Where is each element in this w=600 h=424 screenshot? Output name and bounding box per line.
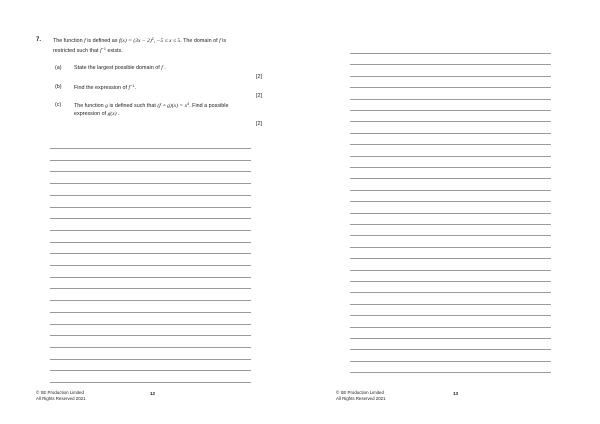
part-a-label: (a) [55,65,62,71]
answer-line[interactable] [350,270,551,271]
part-b-label: (b) [55,84,62,90]
page-number-left: 12 [150,391,156,396]
footer-left [36,390,86,402]
answer-line[interactable] [50,370,251,371]
answer-line[interactable] [50,359,251,360]
answer-line[interactable] [50,183,251,184]
right-page [300,0,600,424]
answer-line[interactable] [50,324,251,325]
part-a-marks: [2] [256,74,262,80]
answer-line[interactable] [350,304,551,305]
answer-line[interactable] [350,178,551,179]
answer-line[interactable] [50,230,251,231]
part-a-text: State the largest possible domain of f . [74,65,166,71]
answer-line[interactable] [50,277,251,278]
function-f: f [84,38,86,44]
answer-line[interactable] [350,99,551,100]
answer-line[interactable] [50,171,251,172]
footer-publisher: © SE Production Limited [336,390,384,395]
answer-line[interactable] [350,64,551,65]
answer-line[interactable] [350,258,551,259]
answer-line[interactable] [350,190,551,191]
domain-range: , −5 ≤ x ≤ 5 [153,38,181,44]
answer-line[interactable] [350,327,551,328]
answer-line[interactable] [350,349,551,350]
part-b-text: Find the expression of $f^{-1}$. [74,84,136,91]
answer-line[interactable] [350,133,551,134]
answer-line[interactable] [350,235,551,236]
answer-line[interactable] [50,382,251,383]
footer-rights: All Rights Reserved 2021 [36,396,86,401]
answer-line[interactable] [350,372,551,373]
answer-line[interactable] [350,201,551,202]
function-definition: f(x) = (3x − 2) [119,38,152,44]
answer-line[interactable] [50,300,251,301]
answer-line[interactable] [350,167,551,168]
answer-line[interactable] [350,110,551,111]
answer-line[interactable] [50,288,251,289]
answer-line[interactable] [50,253,251,254]
question-number: 7. [36,37,42,43]
part-b-marks: [2] [256,93,262,99]
question-stem-line-2: restricted such that $f^{-1}$ exists. [53,47,123,54]
footer-rights: All Rights Reserved 2021 [336,396,386,401]
part-c-marks: [2] [256,121,262,127]
composite-expression: (f ∘ g)(x) = x [157,103,188,109]
answer-line[interactable] [350,292,551,293]
answer-line[interactable] [350,338,551,339]
answer-line[interactable] [350,144,551,145]
answer-line[interactable] [50,265,251,266]
answer-line[interactable] [50,160,251,161]
page-number-right: 13 [453,391,459,396]
answer-line[interactable] [350,247,551,248]
answer-line[interactable] [50,347,251,348]
answer-line[interactable] [350,315,551,316]
answer-line[interactable] [350,87,551,88]
footer-publisher: © SE Production Limited [36,390,84,395]
question-stem-line-1: The function f is defined as $f(x) = (3x - 2)^2$, −5 ≤ x ≤ 5. The domain of f is [53,37,227,44]
part-c-label: (c) [55,102,62,108]
answer-line[interactable] [350,53,551,54]
answer-line[interactable] [50,218,251,219]
answer-line[interactable] [50,148,251,149]
answer-line[interactable] [350,281,551,282]
answer-line[interactable] [350,156,551,157]
answer-line[interactable] [50,207,251,208]
answer-line[interactable] [350,213,551,214]
answer-line[interactable] [50,335,251,336]
answer-line[interactable] [50,242,251,243]
footer-right [336,390,386,402]
answer-line[interactable] [350,361,551,362]
answer-line[interactable] [50,195,251,196]
answer-line[interactable] [350,121,551,122]
part-c-text-line-1: The function g is defined such that (f ∘ $g)(x) = x^4$. Find a possible [74,102,229,109]
answer-line[interactable] [350,224,551,225]
answer-line[interactable] [50,312,251,313]
answer-line[interactable] [350,76,551,77]
part-c-text-line-2: expression of g(x) . [74,111,120,117]
